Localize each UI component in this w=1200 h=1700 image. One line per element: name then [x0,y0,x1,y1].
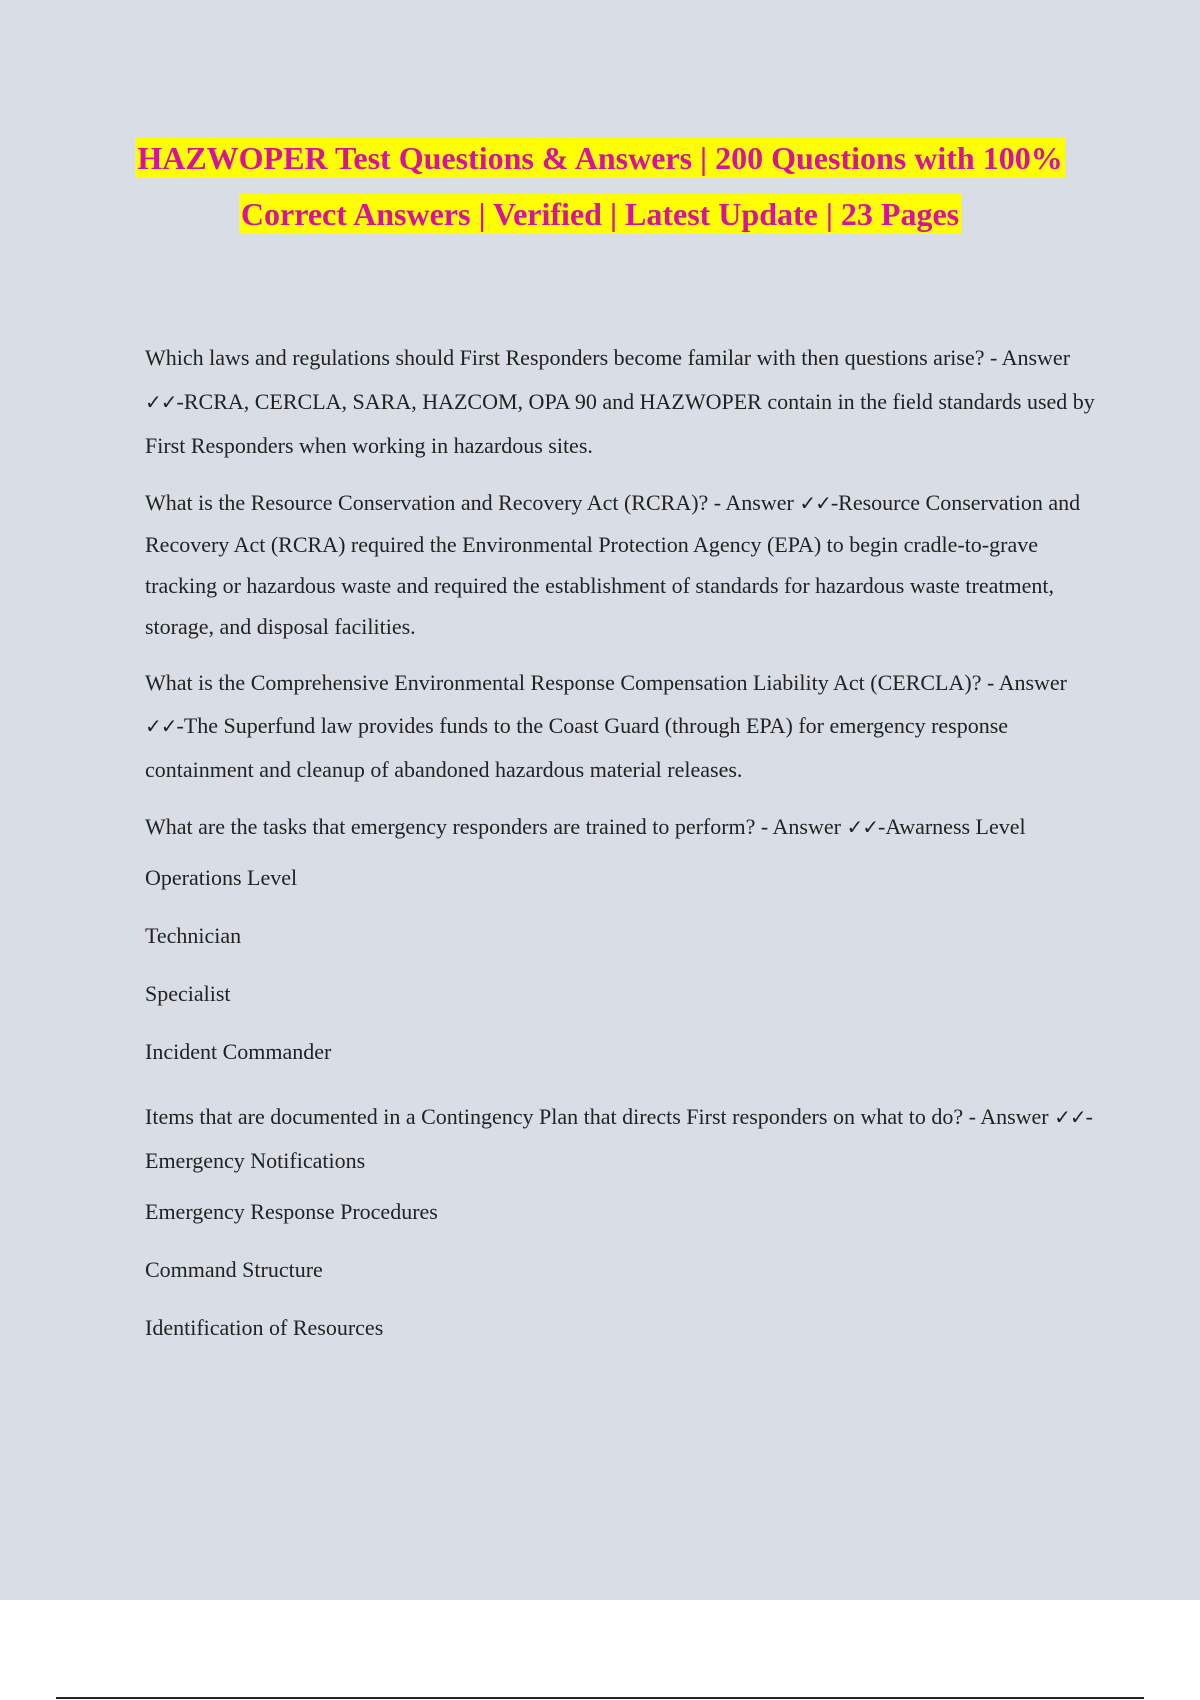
double-check-icon: ✓✓ [799,491,831,515]
question-text: What is the Resource Conservation and Recovery Act (RCRA)? - Answer [145,490,800,515]
title-line-2: Correct Answers | Verified | Latest Update | 23 Pages [240,196,960,232]
answer-text: -RCRA, CERCLA, SARA, HAZCOM, OPA 90 and HAZWOPER contain in the field standards used by First Responders when working in hazardous sites. [145,389,1095,458]
double-check-icon: ✓✓ [1054,1105,1086,1129]
answer-text: -Resource Conservation and Recovery Act (RCRA) required the Environmental Protection Agency (EPA) to begin cradle-to-grave tracking or hazardous waste and required the establishment of standards for hazardous waste treatment, storage, and disposal facilities. [145,490,1081,639]
qa-item [145,661,1095,791]
title-line-1: HAZWOPER Test Questions & Answers | 200 Questions with 100% [137,140,1063,176]
list-item: Emergency Response Procedures [145,1199,438,1224]
footer-divider [56,1697,1144,1699]
qa-item [145,1095,1095,1183]
double-check-icon: ✓✓ [145,714,177,738]
question-text: What are the tasks that emergency responders are trained to perform? - Answer [145,814,847,839]
qa-item [145,805,1095,849]
question-text: Items that are documented in a Contingency Plan that directs First responders on what to do? - Answer [145,1104,1055,1129]
document-title [0,138,1200,250]
list-item: Operations Level [145,865,298,890]
list-item: Incident Commander [145,1039,332,1064]
list-item: Specialist [145,981,231,1006]
question-text: Which laws and regulations should First Responders become familar with then questions arise? - Answer [145,345,1071,370]
double-check-icon: ✓✓ [145,390,177,414]
qa-item [145,336,1095,468]
list-item: Command Structure [145,1257,323,1282]
list-item: Identification of Resources [145,1315,384,1340]
qa-item [145,482,1095,647]
list-item: Technician [145,923,242,948]
qa-content [145,336,1095,1371]
double-check-icon: ✓✓ [846,815,878,839]
answer-text: -Emergency Notifications [145,1104,1093,1173]
answer-text: -The Superfund law provides funds to the Coast Guard (through EPA) for emergency response containment and cleanup of abandoned hazardous material releases. [145,713,1009,782]
answer-text: -Awarness Level [878,814,1026,839]
question-text: What is the Comprehensive Environmental Response Compensation Liability Act (CERCLA)? - Answer [145,670,1068,695]
